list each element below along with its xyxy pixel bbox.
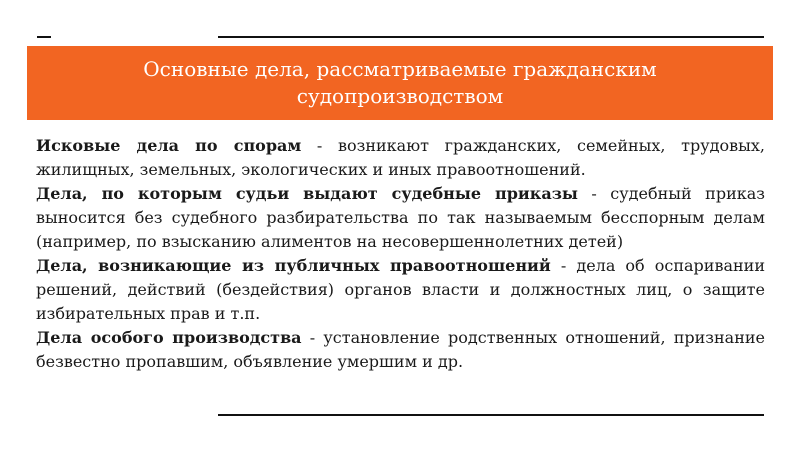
case-type-term: Дела, по которым судьи выдают судебные приказы — [36, 184, 578, 203]
case-type-item — [36, 254, 765, 326]
case-type-item — [36, 326, 765, 374]
slide-title: Основные дела, рассматриваемые гражданским судопроизводством — [143, 57, 657, 108]
case-type-description: - установление родственных отношений, признание безвестно пропавшим, объявление умершим и др. — [36, 328, 766, 371]
case-type-term: Дела, возникающие из публичных правоотношений — [36, 256, 551, 275]
top-divider-line — [218, 36, 764, 38]
case-type-description: - судебный приказ выносится без судебного разбирательства по так называемым бесспорным делам (например, по взысканию алиментов на несовершеннолетних детей) — [36, 184, 766, 251]
case-type-item — [36, 134, 765, 182]
case-type-description: - возникают гражданских, семейных, трудовых, жилищных, земельных, экологических и иных правоотношений. — [36, 136, 765, 179]
bottom-divider-line — [218, 414, 764, 416]
case-type-description: - дела об оспаривании решений, действий (бездействия) органов власти и должностных лиц, о защите избирательных прав и т.п. — [36, 256, 765, 323]
content-body — [36, 134, 765, 374]
case-type-item — [36, 182, 765, 254]
title-banner — [27, 46, 773, 120]
decorative-dash — [37, 36, 51, 38]
case-type-term: Дела особого производства — [36, 328, 302, 347]
case-type-term: Исковые дела по спорам — [36, 136, 302, 155]
